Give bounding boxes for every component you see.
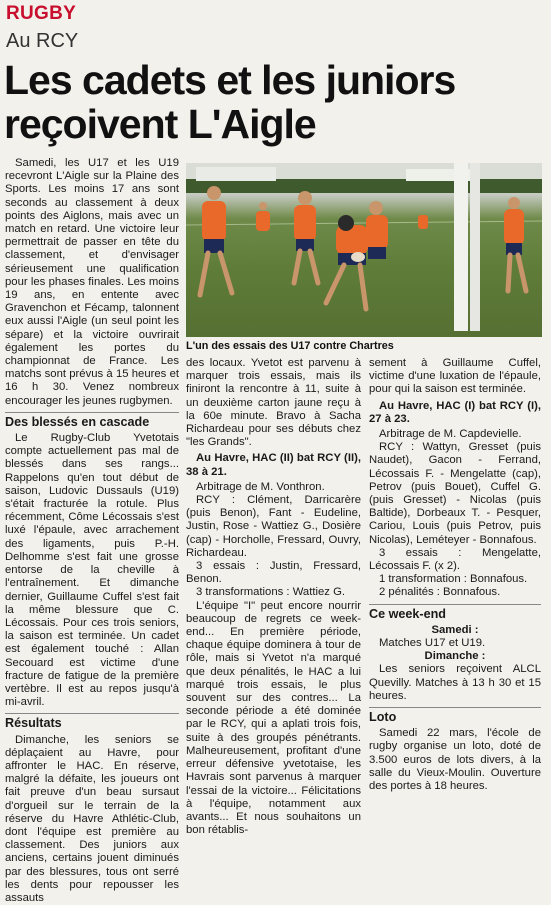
resultats-paragraph: Dimanche, les seniors se déplaçaient au Havre, pour affronter le HAC. En réserve, malgré la défaite, les joueurs ont fait preuve d'un beau sursaut d'orgueil sur le terrain de la réserve du Havre Athlétic-Club, dont l'équipe est première au classement. Des juniors aux anciens, certains jouent diminués par des blessures, tous ont serré les dents pour repousser les assauts [5,733,179,904]
resultats-subheading: Résultats [5,713,179,730]
hac-ii-score-heading: Au Havre, HAC (II) bat RCY (II), 38 à 21. [186,452,361,478]
dimanche-text: Les seniors reçoivent ALCL Quevilly. Matches à 13 h 30 et 15 heures. [369,663,541,702]
col3-paragraph-1: sement à Guillaume Cuffel, victime d'une luxation de l'épaule, pour qui la saison est terminée. [369,357,541,396]
weekend-subheading: Ce week-end [369,604,541,621]
col2-essais: 3 essais : Justin, Fressard, Benon. [186,560,361,586]
col2-transformations: 3 transformations : Wattiez G. [196,586,345,599]
col3-essais: 3 essais : Mengelatte, Lécossais F. (x 2). [369,546,541,573]
loto-subheading: Loto [369,707,541,724]
col3-rcy-lineup: RCY : Wattyn, Gresset (puis Naudet), Gacon - Ferrand, Lécossais F. - Mengelatte (cap), Petrov (puis Bouet), Cuffel G. (puis Gresset) - Nicolas (puis Baltide), Dorbeaux T. - Pesquer, Cariou, Louis (puis Petrov, puis Nicolas), Leméteyer - Bonnafous. [369,441,541,546]
col2-paragraph-1: des locaux. Yvetot est parvenu à marquer trois essais, mais ils finiront la rencontre à 11, suite à un deuxième carton jaune reçu à la 60e minute. Bravo à Sacha Richardeau pour ses débuts chez "les Grands". [186,357,361,449]
section-rubric: RUGBY [6,3,77,24]
section-subrubric: Au RCY [6,30,79,52]
hac-i-score-heading: Au Havre, HAC (I) bat RCY (I), 27 à 23. [369,399,541,425]
col2-paragraph-2: L'équipe "I" peut encore nourrir beaucoup de regrets ce week-end... En première période, chaque équipe dominera à tour de rôle, mais si Yvetot n'a marqué que deux pénalités, le HAC a lui marqué trois essais, le plus souvent sur des contres... La seconde période a été dominée par le RCY, qui a aplati trois fois, suite à des groupés pénétrants. Malheureusement, profitant d'une erreur défensive yvetotaise, les Havrais sont parvenus à marquer l'essai de la victoire... Félicitations à l'équipe, notamment aux avants... Et nous souhaitons un bon rétablis- [186,599,361,837]
rugby-photo [186,163,542,337]
col3-arbitrage: Arbitrage de M. Capdevielle. [379,428,522,441]
dimanche-label: Dimanche : [424,650,486,663]
samedi-text: Matches U17 et U19. [379,637,486,650]
col2-arbitrage: Arbitrage de M. Vonthron. [196,480,325,493]
photo-caption: L'un des essais des U17 contre Chartres [186,340,394,352]
rugby-photo-illustration [186,163,542,337]
col3-penalites: 2 pénalités : Bonnafous. [379,586,501,599]
loto-text: Samedi 22 mars, l'école de rugby organise un loto, doté de 3.500 euros de lots divers, à la salle du Vieux-Moulin. Ouverture des portes à 18 heures. [369,727,541,793]
column-2 [186,357,361,837]
column-1 [5,157,179,905]
blesses-paragraph: Le Rugby-Club Yvetotais compte actuellement pas mal de blessés dans ses rangs... Rappelons qu'en tout début de saison, Ludovic Dussauls (U19) s'était fracturée la rotule. Plus récemment, Côme Lécossais s'est luxé l'épaule, avec arrachement des ligaments, puis P.-H. Delhomme s'est fait une grosse entorse de la cheville à l'entraînement. Et dimanche dernier, Guillaume Cuffel s'est fait la même blessure que C. Lécossais. Pour ces trois seniors, la saison est terminée. Un cadet est également touché : Allan Secouard est victime d'une fracture de fatigue de la première vertèbre. Il est au repos jusqu'à mi-avril. [5,432,179,709]
article-headline: Les cadets et les juniors reçoivent L'Aigle [4,57,456,147]
column-3 [369,357,541,793]
intro-paragraph: Samedi, les U17 et les U19 recevront L'Aigle sur la Plaine des Sports. Les moins 17 ans sont seconds au classement à deux points des Aiglons, mais avec un match en retard. Une victoire leur permettrait de passer en tête du classement, et d'envisager sérieusement une qualification pour les phases finales. Les moins 19 ans, en entente avec Gravenchon et Fécamp, talonnent eux aussi l'Aigle (un seul point les sépare) et la victoire ouvrirait également les portes du championnat de France. Les matchs sont prévus à 15 heures et 16 h 30. Venez nombreux encourager les jeunes rugbymen. [5,157,179,407]
col2-rcy-lineup: RCY : Clément, Darricarère (puis Benon), Fant - Eudeline, Justin, Rose - Wattiez G., Dosière (cap) - Horcholle, Fressard, Ouvry, Richardeau. [186,494,361,559]
samedi-label: Samedi : [431,623,479,636]
blesses-subheading: Des blessés en cascade [5,412,179,429]
col3-transformation: 1 transformation : Bonnafous. [379,573,528,586]
